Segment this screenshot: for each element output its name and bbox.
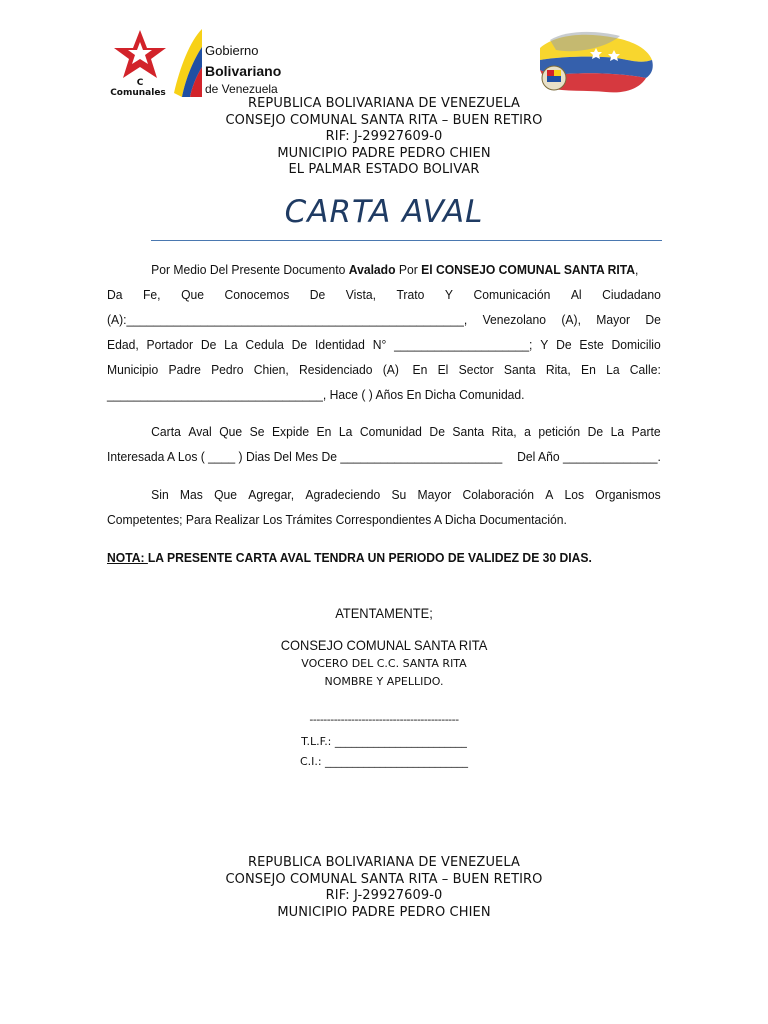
consejos-text: C xyxy=(136,78,144,88)
closing-text: ATENTAMENTE; xyxy=(335,605,433,621)
bolivariano-text: Bolivariano xyxy=(205,63,282,79)
nota-text: LA PRESENTE CARTA AVAL TENDRA UN PERIODO DE VALIDEZ DE 30 DIAS. xyxy=(147,550,592,565)
p2-line-2 xyxy=(107,444,661,469)
p2-line-1-word: Se xyxy=(249,424,265,439)
footer-line-1: REPUBLICA BOLIVARIANA DE VENEZUELA xyxy=(247,855,521,870)
de-venezuela-text: de Venezuela xyxy=(205,82,278,96)
p1-text-a: Por Medio Del Presente Documento xyxy=(151,262,349,277)
header-line-1: REPUBLICA BOLIVARIANA DE VENEZUELA xyxy=(247,96,521,111)
p2-line-1-word: petición xyxy=(538,424,581,439)
p1-line-2-word: Da xyxy=(107,287,123,302)
p1-text-consejo: El CONSEJO COMUNAL SANTA RITA xyxy=(421,262,636,277)
p3-line-1-word: Los xyxy=(564,487,585,502)
p1-line-1 xyxy=(107,257,661,282)
p1-line-5-word: Rita, xyxy=(545,362,571,377)
p1-line-4-word: Este xyxy=(579,337,604,352)
p1-line-2-word: Trato xyxy=(396,287,425,302)
signature-tlf: T.L.F.: ________________________ xyxy=(301,735,467,748)
p1-line-5-word: El xyxy=(437,362,449,377)
p1-line-5-word: Residenciado xyxy=(298,362,373,377)
p1-line-5-word: Calle: xyxy=(629,362,661,377)
p1-line-4-word: Identidad xyxy=(314,337,365,352)
venezuela-flag-wave-icon xyxy=(172,27,282,99)
p1-line-3 xyxy=(107,307,661,332)
p1-line-5-word: La xyxy=(606,362,620,377)
p2-line-2-word: Del Año ______________. xyxy=(517,449,661,464)
header-line-5: EL PALMAR ESTADO BOLIVAR xyxy=(288,162,480,177)
p3-line-1-word: Mas xyxy=(179,487,203,502)
footer-line-3: RIF: J-29927609-0 xyxy=(325,888,443,903)
p3-line-1-word: Agregar, xyxy=(248,487,295,502)
p3-line-1-word: Colaboración xyxy=(462,487,534,502)
p2-line-1-word: Aval xyxy=(188,424,212,439)
p1-line-4-word: Domicilio xyxy=(611,337,661,352)
comunales-text: Comunales xyxy=(110,88,166,98)
p1-line-4-word: Cedula xyxy=(245,337,284,352)
p2-line-1-word: a xyxy=(524,424,531,439)
document-title: CARTA AVAL xyxy=(284,194,484,230)
p1-line-3-word: Mayor xyxy=(596,312,630,327)
p1-line-4-word: La xyxy=(224,337,238,352)
p2-line-1-word: De xyxy=(587,424,604,439)
p1-line-2-word: Que xyxy=(181,287,205,302)
p1-line-5-word: Chien, xyxy=(253,362,289,377)
p1-line-4-word: Edad, xyxy=(107,337,139,352)
nota-label: NOTA: xyxy=(107,550,148,565)
p1-line-5-word: Municipio xyxy=(107,362,159,377)
p3-line-1-word: Sin xyxy=(151,487,169,502)
p1-line-2-word: De xyxy=(309,287,326,302)
header-line-2: CONSEJO COMUNAL SANTA RITA – BUEN RETIRO xyxy=(225,112,543,128)
p2-line-1-word: Carta xyxy=(151,424,181,439)
p1-line-2-word: Comunicación xyxy=(473,287,551,302)
p1-line-2-word: Conocemos xyxy=(224,287,290,302)
p2-line-2-word: Interesada A Los ( ____ ) Dias Del Mes De ________________________ xyxy=(107,449,503,464)
signature-org: CONSEJO COMUNAL SANTA RITA xyxy=(280,637,488,653)
p2-line-1-word: De xyxy=(429,424,445,439)
p1-text-avalado: Avalado xyxy=(348,262,396,277)
p1-line-4-word: ____________________; xyxy=(394,337,533,352)
p3-line-1-word: Que xyxy=(214,487,238,502)
footer-line-4: MUNICIPIO PADRE PEDRO CHIEN xyxy=(277,904,491,920)
p1-line-5-word: En xyxy=(581,362,596,377)
nota-line xyxy=(107,545,592,570)
header-line-4: MUNICIPIO PADRE PEDRO CHIEN xyxy=(277,145,491,161)
header-block xyxy=(0,96,768,179)
p1-line-5-word: En xyxy=(409,362,428,377)
p3-line-2: Competentes; Para Realizar Los Trámites Correspondientes A Dicha Documentación. xyxy=(107,512,567,527)
p3-line-1-word: Organismos xyxy=(595,487,661,502)
p1-line-4-word: De xyxy=(556,337,572,352)
p1-line-4 xyxy=(107,332,661,357)
p1-line-5 xyxy=(107,357,661,382)
p3-line-1-word: Mayor xyxy=(417,487,452,502)
p1-line-2 xyxy=(107,282,661,307)
header-line-3: RIF: J-29927609-0 xyxy=(325,129,443,144)
signature-role: VOCERO DEL C.C. SANTA RITA xyxy=(301,657,467,670)
p1-line-4-word: De xyxy=(200,337,217,352)
p1-line-4-word: N° xyxy=(372,337,387,352)
p1-text-e: , xyxy=(635,262,639,277)
venezuela-map-flag-seal-icon xyxy=(536,30,656,98)
p1-line-5-word: (A) xyxy=(382,362,399,377)
signature-ci: C.I.: __________________________ xyxy=(299,755,469,768)
p1-line-3-word: Venezolano xyxy=(482,312,547,327)
p2-line-1 xyxy=(107,419,661,444)
p1-line-2-word: Ciudadano xyxy=(602,287,661,302)
gobierno-text: Gobierno xyxy=(205,43,259,58)
p1-line-4-word: Portador xyxy=(146,337,194,352)
title-underline-rule xyxy=(151,240,662,241)
p3-line-1-word: Agradeciendo xyxy=(305,487,381,502)
p3-line-1-word: A xyxy=(545,487,554,502)
p2-line-1-word: Santa xyxy=(452,424,485,439)
p3-line-1 xyxy=(107,482,661,507)
p1-line-5-word: Padre xyxy=(168,362,201,377)
p1-line-3-word: (A), xyxy=(561,312,581,327)
p1-line-2-word: Y xyxy=(444,287,453,302)
p1-line-2-word: Vista, xyxy=(345,287,376,302)
p2-line-1-word: Expide xyxy=(271,424,310,439)
p1-line-4-word: De xyxy=(291,337,308,352)
signature-line: ------------------------------------------- xyxy=(309,713,459,726)
paragraph-1 xyxy=(107,257,661,407)
p3-line-1-word: Su xyxy=(391,487,407,502)
red-star-icon xyxy=(108,28,172,98)
p1-line-4-word: Y xyxy=(540,337,549,352)
p1-line-3-word: De xyxy=(645,312,661,327)
p1-line-5-word: Santa xyxy=(503,362,536,377)
signature-name: NOMBRE Y APELLIDO. xyxy=(324,675,444,688)
p1-line-3-word: (A):__________________________________________________, xyxy=(107,312,468,327)
footer-block xyxy=(0,855,768,921)
footer-line-2: CONSEJO COMUNAL SANTA RITA – BUEN RETIRO xyxy=(225,871,543,887)
p1-line-2-word: Fe, xyxy=(143,287,161,302)
p2-line-1-word: Que xyxy=(219,424,243,439)
p2-line-1-word: Parte xyxy=(631,424,661,439)
p1-line-5-word: Sector xyxy=(458,362,494,377)
p2-line-1-word: La xyxy=(610,424,625,439)
p1-line-6: ________________________________, Hace ( ) Años En Dicha Comunidad. xyxy=(107,387,525,402)
paragraph-2 xyxy=(107,419,661,469)
gobierno-bolivariano-logo xyxy=(172,27,282,99)
p1-text-c: Por xyxy=(395,262,422,277)
p1-line-2-word: Al xyxy=(570,287,582,302)
venezuela-map-flag-logo xyxy=(536,30,656,98)
p2-line-1-word: La xyxy=(338,424,353,439)
p2-line-1-word: Comunidad xyxy=(359,424,422,439)
p2-line-1-word: Rita, xyxy=(491,424,517,439)
p2-line-1-word: En xyxy=(316,424,332,439)
paragraph-3 xyxy=(107,482,661,532)
consejos-comunales-logo xyxy=(108,28,172,98)
p1-line-5-word: Pedro xyxy=(211,362,244,377)
